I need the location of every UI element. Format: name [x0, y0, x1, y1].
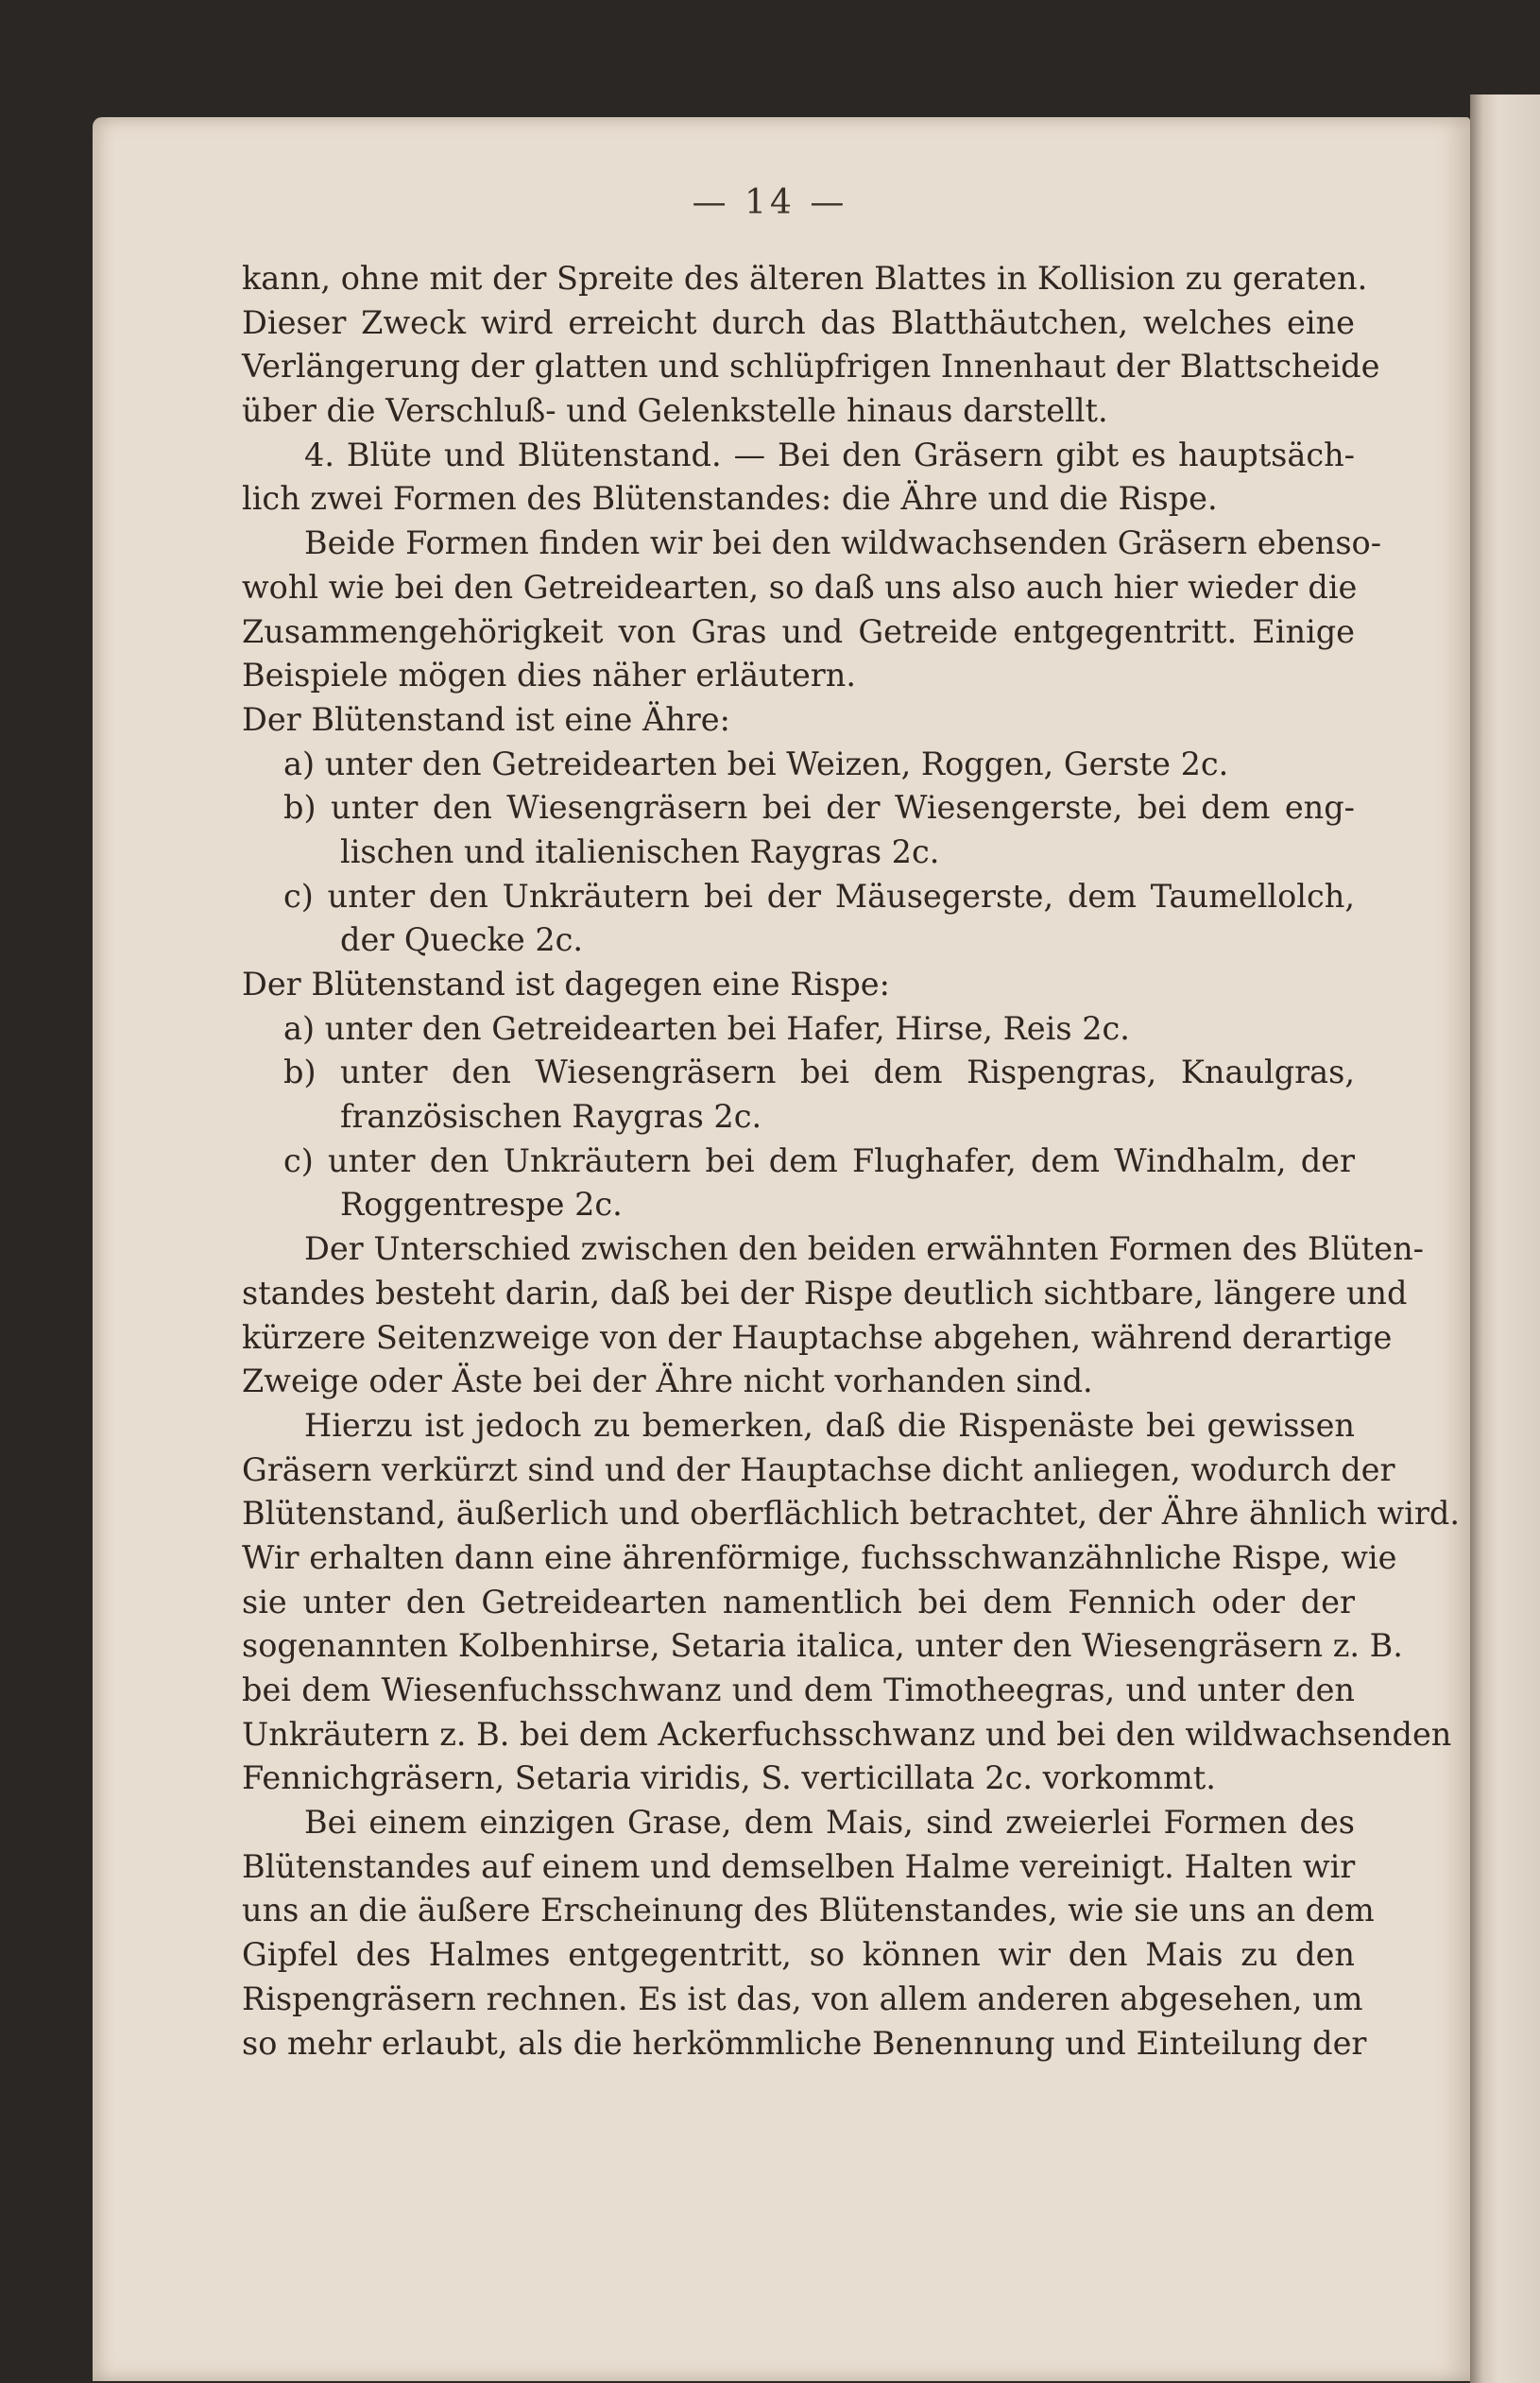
text-line: Hierzu ist jedoch zu bemerken, daß die Rispenäste bei gewissen: [304, 1406, 1355, 1444]
text-line: Roggentrespe 2c.: [340, 1186, 623, 1224]
text-line: lischen und italienischen Raygras 2c.: [340, 832, 940, 870]
text-line: kürzere Seitenzweige von der Hauptachse abgehen, während derartige: [242, 1318, 1393, 1356]
text-line: c) unter den Unkräutern bei dem Flughafer, dem Windhalm, der: [283, 1141, 1355, 1179]
text-line: Gräsern verkürzt sind und der Hauptachse dicht anliegen, wodurch der: [242, 1450, 1395, 1488]
text-line: c) unter den Unkräutern bei der Mäusegerste, dem Taumellolch,: [283, 877, 1355, 915]
text-line: Der Blütenstand ist dagegen eine Rispe:: [242, 966, 890, 1003]
text-line: Blütenstandes auf einem und demselben Halme vereinigt. Halten wir: [242, 1847, 1356, 1885]
text-line: kann, ohne mit der Spreite des älteren Blattes in Kollision zu geraten.: [242, 260, 1368, 297]
text-line: a) unter den Getreidearten bei Weizen, Roggen, Gerste 2c.: [283, 745, 1229, 782]
text-line: so mehr erlaubt, als die herkömmliche Benennung und Einteilung der: [242, 2024, 1367, 2062]
text-line: b) unter den Wiesengräsern bei dem Rispengras, Knaulgras,: [283, 1054, 1355, 1091]
text-line: Der Blütenstand ist eine Ähre:: [242, 700, 730, 738]
text-line: Unkräutern z. B. bei dem Ackerfuchsschwanz und bei den wildwachsenden: [242, 1715, 1452, 1753]
body-text: [242, 257, 1460, 2066]
text-line: Zusammengehörigkeit von Gras und Getreide entgegentritt. Einige: [242, 612, 1355, 650]
text-line: sogenannten Kolbenhirse, Setaria italica, unter den Wiesengräsern z. B.: [242, 1627, 1403, 1665]
text-line: lich zwei Formen des Blütenstandes: die Ähre und die Rispe.: [242, 480, 1218, 518]
text-line: Wir erhalten dann eine ährenförmige, fuchsschwanzähnliche Rispe, wie: [242, 1538, 1397, 1576]
text-line: wohl wie bei den Getreidearten, so daß uns also auch hier wieder die: [242, 568, 1358, 606]
text-line: b) unter den Wiesengräsern bei der Wiesengerste, bei dem eng-: [283, 789, 1355, 827]
text-line: bei dem Wiesenfuchsschwanz und dem Timotheegras, und unter den: [242, 1672, 1355, 1708]
text-line: französischen Raygras 2c.: [340, 1098, 762, 1136]
page-number: — 14 —: [692, 183, 848, 222]
text-line: Rispengräsern rechnen. Es ist das, von allem anderen abgesehen, um: [242, 1980, 1363, 2017]
text-line: Der Unterschied zwischen den beiden erwähnten Formen des Blüten-: [304, 1230, 1424, 1268]
page-edge: [1470, 94, 1540, 2383]
text-line: 4. Blüte und Blütenstand. — Bei den Gräsern gibt es hauptsäch-: [304, 436, 1355, 473]
text-line: sie unter den Getreidearten namentlich bei dem Fennich oder der: [242, 1583, 1355, 1620]
text-line: Fennichgräsern, Setaria viridis, S. verticillata 2c. vorkommt.: [242, 1759, 1216, 1797]
text-line: der Quecke 2c.: [340, 921, 584, 959]
text-line: Beispiele mögen dies näher erläutern.: [242, 657, 857, 694]
text-line: Verlängerung der glatten und schlüpfrigen Innenhaut der Blattscheide: [242, 348, 1380, 386]
text-line: Gipfel des Halmes entgegentritt, so können wir den Mais zu den: [242, 1936, 1355, 1974]
text-line: über die Verschluß- und Gelenkstelle hinaus darstellt.: [242, 392, 1108, 430]
text-line: Blütenstand, äußerlich und oberflächlich betrachtet, der Ähre ähnlich wird.: [242, 1495, 1460, 1533]
text-line: a) unter den Getreidearten bei Hafer, Hirse, Reis 2c.: [283, 1009, 1130, 1047]
text-line: Bei einem einzigen Grase, dem Mais, sind zweierlei Formen des: [304, 1804, 1355, 1842]
text-line: uns an die äußere Erscheinung des Blütenstandes, wie sie uns an dem: [242, 1892, 1375, 1929]
text-line: Zweige oder Äste bei der Ähre nicht vorhanden sind.: [242, 1363, 1093, 1400]
text-line: Beide Formen finden wir bei den wildwachsenden Gräsern ebenso-: [304, 524, 1382, 562]
text-line: standes besteht darin, daß bei der Rispe deutlich sichtbare, längere und: [242, 1274, 1408, 1312]
text-line: Dieser Zweck wird erreicht durch das Blatthäutchen, welches eine: [242, 303, 1355, 341]
